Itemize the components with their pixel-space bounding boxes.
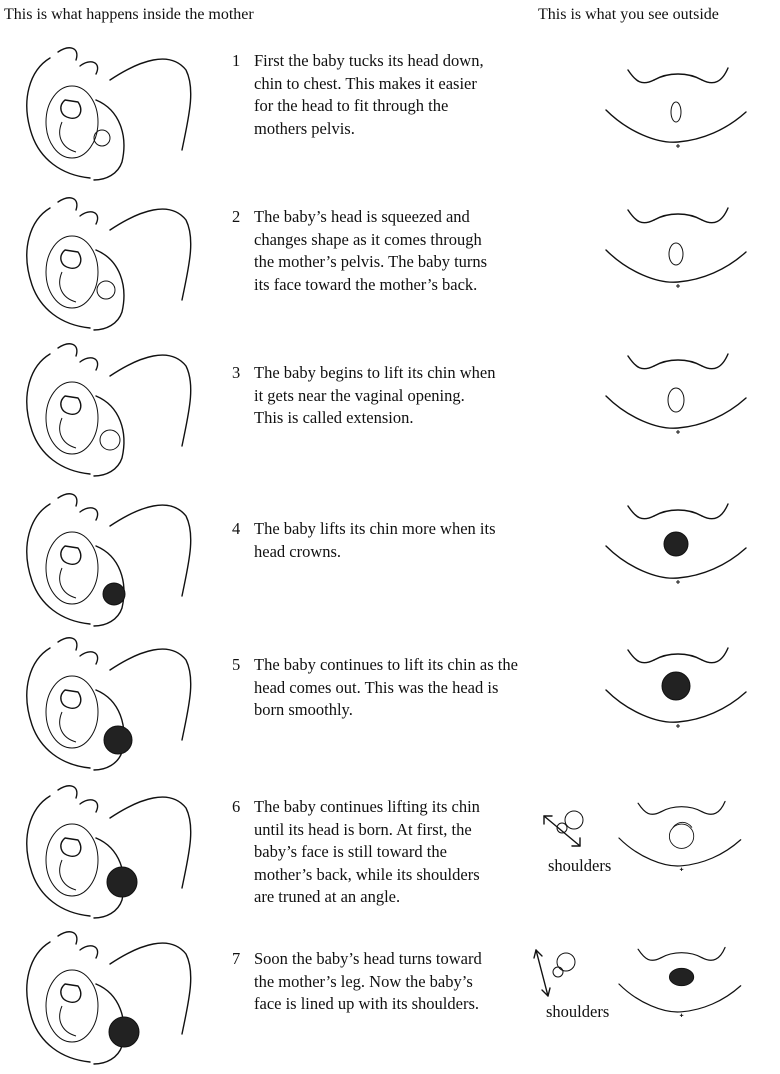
inside-illustration-7 <box>10 924 210 1074</box>
step-number: 6 <box>232 797 241 816</box>
step-text: Soon the baby’s head turns toward the mother’s leg. Now the baby’s face is lined up with its shoulders. <box>254 949 482 1013</box>
step-1 <box>232 50 552 140</box>
step-text: First the baby tucks its head down, chin to chest. This makes it easier for the head to fit through the mothers pelvis. <box>254 51 484 138</box>
outside-illustration-7 <box>612 924 772 1044</box>
step-3 <box>232 362 552 430</box>
step-number: 1 <box>232 51 241 70</box>
step-text: The baby continues to lift its chin as the head comes out. This was the head is born smoothly. <box>254 655 518 719</box>
step-text: The baby lifts its chin more when its head crowns. <box>254 519 496 561</box>
step-4 <box>232 518 552 563</box>
shoulders-label-6: shoulders <box>548 856 612 875</box>
step-5 <box>232 654 552 722</box>
inside-illustration-6 <box>10 778 210 928</box>
inside-illustration-5 <box>10 630 210 780</box>
step-2 <box>232 206 552 296</box>
step-text: The baby begins to lift its chin when it gets near the vaginal opening. This is called extension. <box>254 363 496 427</box>
left-column-heading: This is what happens inside the mother <box>4 6 254 23</box>
inside-illustration-3 <box>10 336 210 486</box>
step-number: 4 <box>232 519 241 538</box>
step-number: 2 <box>232 207 241 226</box>
outside-illustration-6 <box>612 778 772 898</box>
outside-illustration-4 <box>588 486 772 606</box>
right-column-heading: This is what you see outside <box>538 6 719 23</box>
step-text: The baby’s head is squeezed and changes shape as it comes through the mother’s pelvis. The baby turns its face toward the mother’s back. <box>254 207 488 294</box>
outside-illustration-2 <box>588 190 772 310</box>
step-6 <box>232 796 552 909</box>
outside-illustration-3 <box>588 336 772 456</box>
shoulders-label-7: shoulders <box>546 1002 610 1021</box>
step-number: 5 <box>232 655 241 674</box>
shoulders-rotation-icon-7 <box>528 942 588 1002</box>
inside-illustration-1 <box>10 40 210 190</box>
outside-illustration-5 <box>588 630 772 750</box>
inside-illustration-2 <box>10 190 210 340</box>
step-7 <box>232 948 552 1016</box>
inside-illustration-4 <box>10 486 210 636</box>
step-number: 3 <box>232 363 241 382</box>
step-number: 7 <box>232 949 241 968</box>
shoulders-rotation-icon-6 <box>540 806 600 856</box>
step-text: The baby continues lifting its chin until its head is born. At first, the baby’s face is still toward the mother’s back, while its shoulders are truned at an angle. <box>254 797 480 906</box>
outside-illustration-1 <box>588 50 772 170</box>
